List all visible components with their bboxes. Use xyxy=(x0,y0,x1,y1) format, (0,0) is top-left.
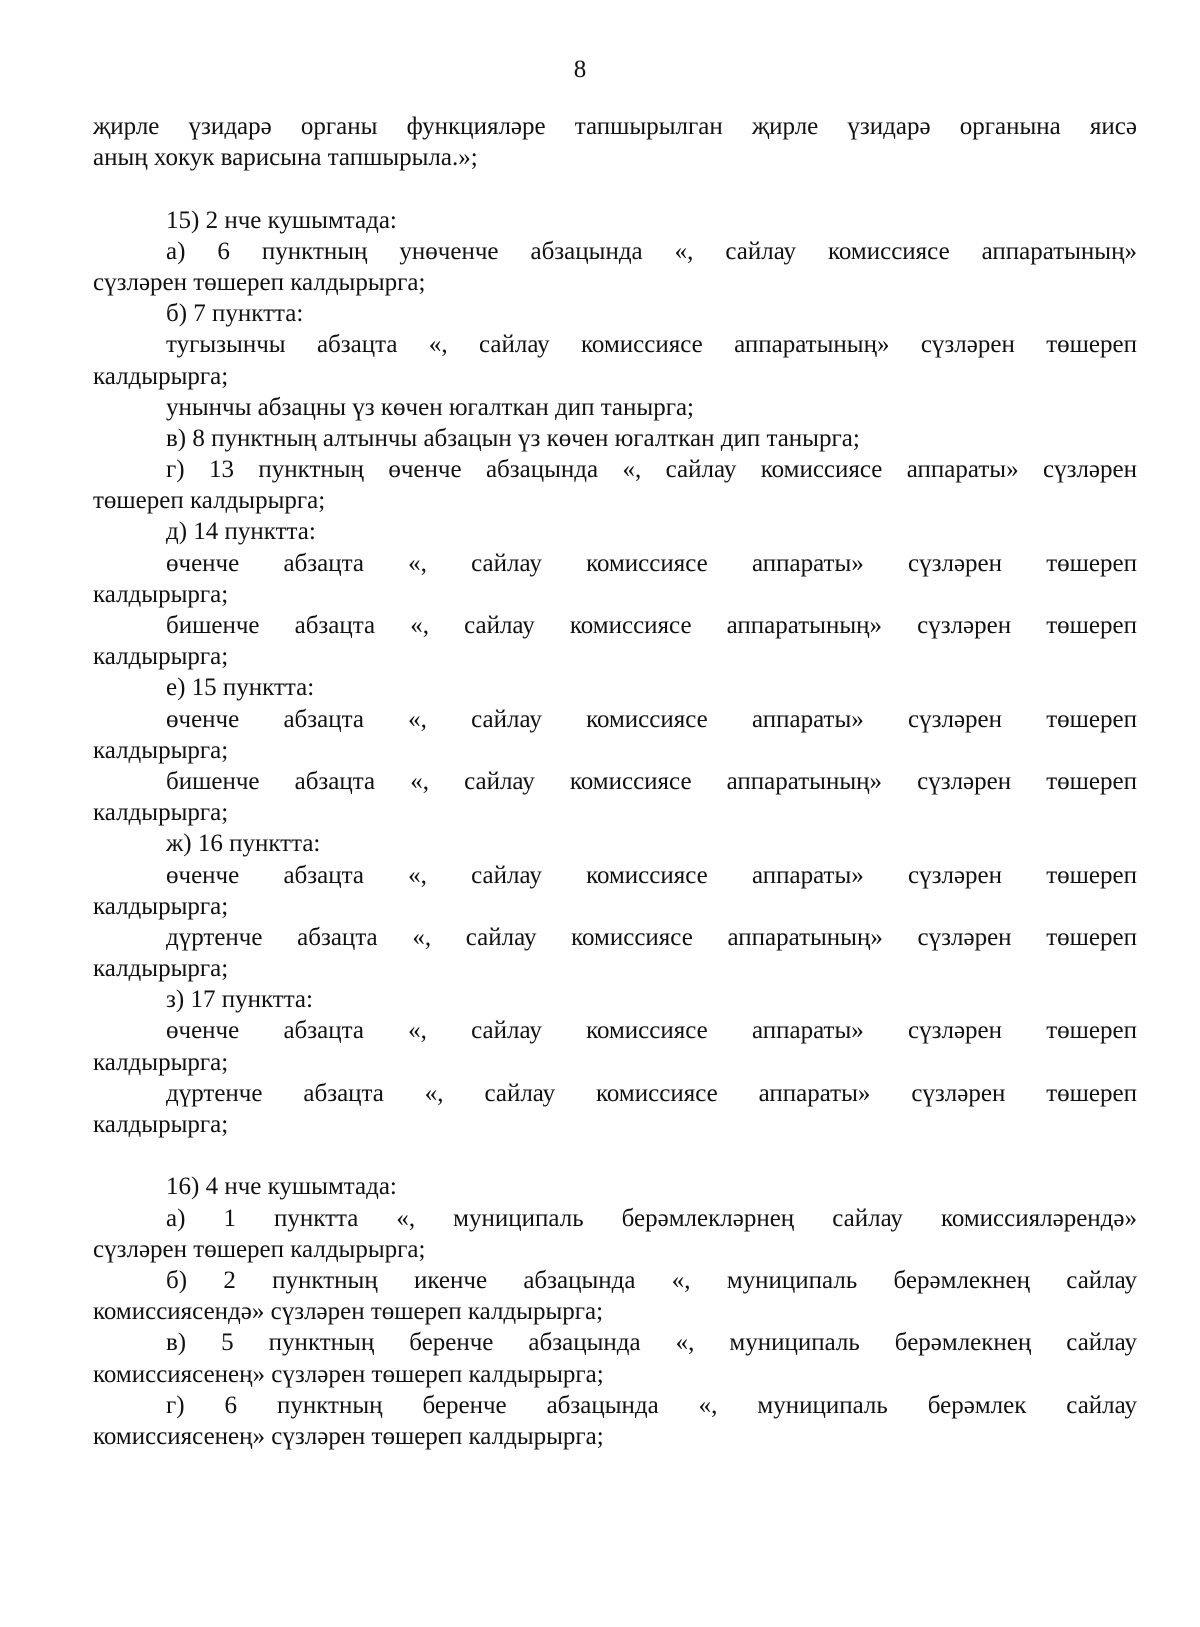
text-line: ж) 16 пунктта: xyxy=(166,830,321,858)
text-line: б) 2 пунктның икенче абзацында «, муниципаль берәмлекнең сайлау xyxy=(166,1266,1137,1294)
text-line: дүртенче абзацта «, сайлау комиссиясе аппаратының» сүзләрен төшереп xyxy=(166,923,1137,951)
blank-line xyxy=(93,1140,1137,1171)
text-line: калдырырга; xyxy=(93,643,229,671)
text-line: калдырырга; xyxy=(93,955,229,983)
text-line: өченче абзацта «, сайлау комиссиясе аппараты» сүзләрен төшереп xyxy=(166,549,1137,577)
text-line: аның хокук варисына тапшырыла.»; xyxy=(93,144,478,172)
text-line: өченче абзацта «, сайлау комиссиясе аппараты» сүзләрен төшереп xyxy=(166,861,1137,889)
text-line: комиссиясендә» сүзләрен төшереп калдырырга; xyxy=(93,1298,604,1326)
text-line: а) 1 пунктта «, муниципаль берәмлекләрнең сайлау комиссияләрендә» xyxy=(166,1204,1137,1232)
text-line: сүзләрен төшереп калдырырга; xyxy=(93,268,426,296)
text-line: комиссиясенең» сүзләрен төшереп калдырырга; xyxy=(93,1422,604,1450)
text-line: г) 6 пунктның беренче абзацында «, муниципаль берәмлек сайлау xyxy=(166,1391,1137,1419)
text-line: е) 15 пунктта: xyxy=(166,674,315,702)
text-line: з) 17 пунктта: xyxy=(166,986,313,1014)
text-line: өченче абзацта «, сайлау комиссиясе аппараты» сүзләрен төшереп xyxy=(166,705,1137,733)
text-line: калдырырга; xyxy=(93,736,229,764)
text-line: дүртенче абзацта «, сайлау комиссиясе аппараты» сүзләрен төшереп xyxy=(166,1079,1137,1107)
text-line: комиссиясенең» сүзләрен төшереп калдырырга; xyxy=(93,1360,604,1388)
text-line: бишенче абзацта «, сайлау комиссиясе аппаратының» сүзләрен төшереп xyxy=(166,767,1137,795)
text-line: калдырырга; xyxy=(93,362,229,390)
text-line: калдырырга; xyxy=(93,1048,229,1076)
page-number: 8 xyxy=(573,56,587,83)
text-line: в) 5 пунктның беренче абзацында «, муниципаль берәмлекнең сайлау xyxy=(166,1329,1137,1357)
text-line: г) 13 пунктның өченче абзацында «, сайлау комиссиясе аппараты» сүзләрен xyxy=(166,456,1137,484)
text-line: өченче абзацта «, сайлау комиссиясе аппараты» сүзләрен төшереп xyxy=(166,1017,1137,1045)
text-line: а) 6 пунктның унөченче абзацында «, сайлау комиссиясе аппаратының» xyxy=(166,237,1137,265)
text-line: бишенче абзацта «, сайлау комиссиясе аппаратының» сүзләрен төшереп xyxy=(166,612,1137,639)
text-line: калдырырга; xyxy=(93,892,229,920)
text-line: төшереп калдырырга; xyxy=(93,487,326,515)
blank-line xyxy=(93,173,1137,204)
text-line: 16) 4 нче кушымтада: xyxy=(166,1173,397,1201)
text-line: калдырырга; xyxy=(93,1111,229,1138)
text-line: калдырырга; xyxy=(93,799,229,827)
text-line: унынчы абзацны үз көчен югалткан дип танырга; xyxy=(166,393,695,421)
text-line: сүзләрен төшереп калдырырга; xyxy=(93,1235,426,1263)
text-line: д) 14 пунктта: xyxy=(166,518,316,546)
text-line: тугызынчы абзацта «, сайлау комиссиясе аппаратының» сүзләрен төшереп xyxy=(166,331,1137,359)
text-line: калдырырга; xyxy=(93,580,229,608)
text-line: в) 8 пунктның алтынчы абзацын үз көчен югалткан дип танырга; xyxy=(166,424,860,452)
text-line: җирле үзидарә органы функцияләре тапшырылган җирле үзидарә органына яисә xyxy=(93,113,1137,140)
document-body xyxy=(93,111,1137,1452)
text-line: б) 7 пунктта: xyxy=(166,300,304,328)
text-line: 15) 2 нче кушымтада: xyxy=(166,206,397,234)
